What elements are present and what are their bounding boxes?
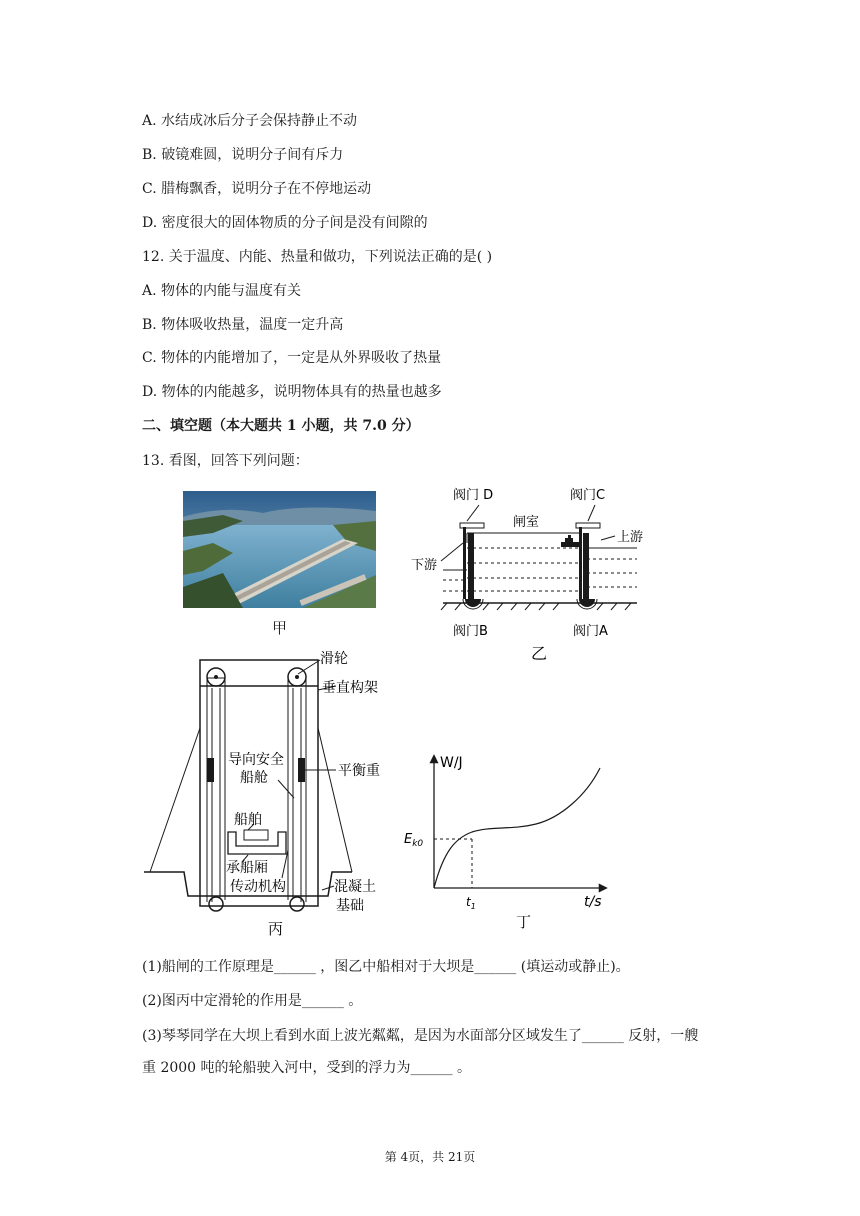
pulley-label: 滑轮 — [320, 651, 348, 667]
figure-yi-label: 乙 — [531, 644, 548, 663]
section-heading: 二、填空题（本大题共 1 小题，共 7.0 分） — [142, 418, 420, 434]
q13-sub2: (2)图丙中定滑轮的作用是______ 。 — [142, 993, 363, 1009]
concrete-label-2: 基础 — [336, 898, 364, 914]
guide-cabin-label-1: 导向安全 — [228, 752, 284, 768]
q13-stem: 13. 看图，回答下列问题： — [142, 453, 309, 469]
q13-sub1: (1)船闸的工作原理是______ ，图乙中船相对于大坝是______ (填运动或静止)。 — [142, 959, 630, 975]
q12-stem: 12. 关于温度、内能、热量和做功，下列说法正确的是( ) — [142, 249, 493, 265]
y-axis-label: W/J — [440, 755, 463, 771]
q11-option-c: C. 腊梅飘香，说明分子在不停地运动 — [142, 181, 372, 197]
q13-sub3-line1: (3)琴琴同学在大坝上看到水面上波光粼粼，是因为水面部分区域发生了______ 反射，一艘 — [142, 1028, 699, 1044]
valve-c-label: 阀门C — [570, 488, 606, 503]
drive-mechanism-label: 传动机构 — [230, 879, 286, 895]
ek0-label: $E_{k0}$ — [404, 832, 424, 849]
figure-ding-graph — [400, 750, 620, 935]
lock-chamber-label: 闸室 — [513, 515, 540, 530]
downstream-label: 下游 — [411, 558, 438, 573]
ship-label: 船舶 — [234, 812, 262, 828]
vertical-frame-label: 垂直构架 — [322, 680, 378, 696]
page-footer: 第 4页，共 21页 — [384, 1150, 476, 1164]
valve-b-label: 阀门B — [453, 624, 488, 639]
q11-option-a: A. 水结成冰后分子会保持静止不动 — [142, 113, 358, 129]
ship-chamber-label: 承船厢 — [226, 860, 268, 876]
figure-jia-label: 甲 — [272, 619, 288, 637]
q12-option-c: C. 物体的内能增加了，一定是从外界吸收了热量 — [142, 350, 442, 366]
upstream-label: 上游 — [617, 530, 644, 545]
figure-jia-photo — [183, 491, 376, 608]
q13-sub3-line2: 重 2000 吨的轮船驶入河中，受到的浮力为______ 。 — [142, 1060, 471, 1076]
x-axis-label: t/s — [584, 894, 602, 910]
figure-yi-diagram — [405, 483, 660, 668]
figure-bing-label: 丙 — [268, 920, 284, 938]
q11-option-d: D. 密度很大的固体物质的分子间是没有间隙的 — [142, 215, 428, 231]
w-t-curve — [434, 768, 600, 888]
figure-ding-label: 丁 — [516, 913, 532, 931]
q12-option-a: A. 物体的内能与温度有关 — [142, 283, 302, 299]
q12-option-d: D. 物体的内能越多，说明物体具有的热量也越多 — [142, 384, 442, 400]
counterweight-label: 平衡重 — [338, 763, 380, 779]
figure-bing-diagram — [140, 640, 410, 940]
t1-label: $t_1$ — [466, 895, 476, 911]
valve-d-label: 阀门 D — [453, 488, 494, 503]
valve-a-label: 阀门A — [573, 624, 608, 639]
q11-option-b: B. 破镜难圆，说明分子间有斥力 — [142, 147, 344, 163]
concrete-label-1: 混凝土 — [334, 879, 376, 895]
guide-cabin-label-2: 船舱 — [240, 770, 268, 786]
q12-option-b: B. 物体吸收热量，温度一定升高 — [142, 317, 344, 333]
